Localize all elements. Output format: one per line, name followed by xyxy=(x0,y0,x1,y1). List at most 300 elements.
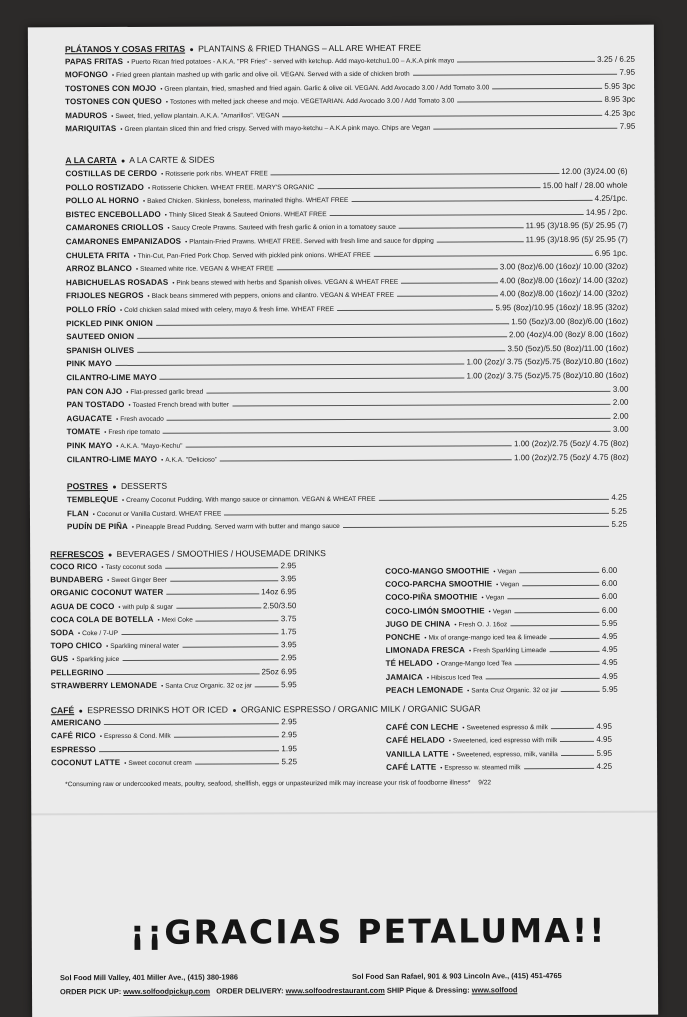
item-description: Sparkling juice xyxy=(76,656,120,664)
leader-line xyxy=(170,580,279,581)
section-header-refrescos xyxy=(50,548,326,559)
item-name: CAMARONES EMPANIZADOS xyxy=(65,236,182,247)
menu-item-row xyxy=(51,756,297,769)
menu-item-row xyxy=(66,302,628,316)
item-name: POLLO AL HORNO xyxy=(65,196,140,206)
bullet-icon: ● xyxy=(112,483,117,492)
item-description: Espresso w. steamed milk xyxy=(444,764,521,772)
item-price: 1.75 xyxy=(280,627,297,637)
item-name: AMERICANO xyxy=(50,718,102,728)
item-description: Toasted French bread with butter xyxy=(132,401,230,410)
section-title: PLÁTANOS Y COSAS FRITAS xyxy=(64,43,186,55)
leader-line xyxy=(104,723,279,725)
item-description: Thinly Sliced Steak & Sauteed Onions. WHEAT FREE xyxy=(168,210,327,219)
item-name: PELLEGRINO xyxy=(50,667,104,677)
menu-item-row xyxy=(51,743,297,756)
item-price: 5.95 xyxy=(602,684,618,694)
leader-line xyxy=(122,660,279,662)
item-description: Vegan xyxy=(492,607,512,615)
leader-line xyxy=(317,187,540,189)
leader-line xyxy=(519,572,599,573)
item-name: AGUA DE COCO xyxy=(50,601,115,611)
leader-line xyxy=(160,377,465,379)
menu-item-row xyxy=(386,721,612,734)
bullet-icon: • xyxy=(468,648,472,655)
bullet-icon: • xyxy=(124,761,127,768)
leader-line xyxy=(522,585,600,586)
bullet-icon: • xyxy=(161,457,164,464)
leader-line xyxy=(510,625,600,626)
leader-line xyxy=(378,499,609,501)
menu-item-row xyxy=(65,121,635,135)
item-name: COCO RICO xyxy=(50,562,98,572)
item-name: CHULETA FRITA xyxy=(65,250,130,260)
item-price: 4.00 (8oz)/8.00 (16oz)/ 14.00 (32oz) xyxy=(499,275,628,286)
leader-line xyxy=(561,755,595,756)
menu-item-row xyxy=(66,383,628,397)
item-price: 14.95 / 2pc. xyxy=(585,207,628,217)
item-name: CAMARONES CRIOLLOS xyxy=(65,223,164,233)
item-name: COCA COLA DE BOTELLA xyxy=(50,614,154,625)
leader-line xyxy=(277,269,498,271)
section-header-platanos xyxy=(65,43,421,55)
leader-line xyxy=(255,686,279,687)
leader-line xyxy=(397,296,498,297)
leader-line xyxy=(195,763,280,764)
item-price: 11.95 (3)/18.95 (5)/ 25.95 (7) xyxy=(525,234,628,245)
leader-line xyxy=(165,567,279,568)
menu-item-row xyxy=(66,356,628,370)
item-price: 3.95 xyxy=(280,574,297,584)
item-price: 2.95 xyxy=(280,561,297,571)
item-name: PONCHE xyxy=(385,632,421,642)
item-description: Cold chicken salad mixed with celery, mayo & fresh lime. WHEAT FREE xyxy=(124,306,335,314)
menu-item-row xyxy=(51,666,297,679)
item-price: 5.95 xyxy=(596,748,613,758)
menu-item-row xyxy=(65,54,635,68)
footnote-text: *Consuming raw or undercooked meats, poultry, seafood, shellfish, eggs or unpasteurized milk may increase your risk of foodborne illness* xyxy=(65,779,471,789)
item-price: 7.95 xyxy=(619,68,636,78)
menu-item-row xyxy=(386,644,618,657)
menu-item-row xyxy=(66,234,628,248)
leader-line xyxy=(163,431,611,434)
item-name: STRAWBERRY LEMONADE xyxy=(50,680,158,691)
menu-item-row xyxy=(386,657,618,670)
item-description: Saucy Creole Prawns. Sauteed with fresh garlic & onion in a tomatoey sauce xyxy=(171,224,396,233)
item-name: TOPO CHICO xyxy=(50,641,103,651)
bullet-icon: • xyxy=(440,765,443,772)
item-description: Steamed white rice. VEGAN & WHEAT FREE xyxy=(140,265,274,274)
leader-line xyxy=(186,445,512,447)
delivery-link[interactable]: www.solfoodrestaurant.com xyxy=(285,985,385,996)
item-price: 4.95 xyxy=(602,658,618,668)
item-name: PICKLED PINK ONION xyxy=(66,318,153,328)
bullet-icon: • xyxy=(160,86,163,93)
address-mill-valley: Sol Food Mill Valley, 401 Miller Ave., (415) 380-1986 xyxy=(59,972,239,983)
leader-line xyxy=(282,114,602,116)
item-price: 7.95 xyxy=(619,121,636,131)
leader-line xyxy=(271,173,559,175)
item-name: LIMONADA FRESCA xyxy=(385,645,466,656)
item-name: MOFONGO xyxy=(65,70,108,80)
item-name: PEACH LEMONADE xyxy=(385,685,464,695)
menu-item-row xyxy=(385,565,617,578)
bullet-icon: • xyxy=(104,430,107,437)
item-description: Orange-Mango Iced Tea xyxy=(440,660,512,668)
item-price: 2.95 xyxy=(281,717,297,727)
item-price: 5.95 3pc xyxy=(604,81,636,91)
item-description: A.K.A. "Mayo-Kechu" xyxy=(120,442,183,450)
bullet-icon: • xyxy=(119,307,123,314)
item-description: Fresh avocado xyxy=(120,415,164,423)
section-subtitle: BEVERAGES / SMOOTHIES / HOUSEMADE DRINKS xyxy=(116,548,326,559)
menu-item-row xyxy=(50,573,296,586)
section-header-carta xyxy=(65,155,214,166)
item-price: 1.00 (2oz)/ 3.75 (5oz)/5.75 (8oz)/10.80 (16oz) xyxy=(466,357,629,367)
leader-line xyxy=(374,255,593,257)
menu-item-row xyxy=(50,600,296,613)
section-title: A LA CARTA xyxy=(65,154,117,166)
footnote-date: 9/22 xyxy=(478,779,492,787)
leader-line xyxy=(337,309,494,311)
item-description: Santa Cruz Organic. 32 oz jar xyxy=(471,686,559,695)
item-price: 4.95 xyxy=(596,735,612,745)
bullet-icon: • xyxy=(127,59,130,66)
item-price: 12.00 (3)/24.00 (6) xyxy=(561,166,628,177)
item-description: Fresh Sparkling Limeade xyxy=(473,647,547,655)
item-name: MARIQUITAS xyxy=(65,123,117,134)
item-price: 14oz 6.95 xyxy=(261,587,297,597)
item-name: FRIJOLES NEGROS xyxy=(65,291,144,301)
bullet-icon: • xyxy=(448,738,451,745)
item-price: 15.00 half / 28.00 whole xyxy=(542,180,628,190)
leader-line xyxy=(514,611,599,612)
bullet-icon: • xyxy=(493,569,496,576)
ship-label: SHIP Pique & Dressing: xyxy=(386,985,470,995)
leader-line xyxy=(166,594,259,595)
menu-item-row xyxy=(386,670,618,683)
item-name: ARROZ BLANCO xyxy=(65,264,133,274)
menu-item-row xyxy=(66,397,628,411)
menu-item-row xyxy=(65,107,635,121)
item-name: COCO-PIÑA SMOOTHIE xyxy=(385,592,478,603)
item-name: COCO-LIMÓN SMOOTHIE xyxy=(385,605,485,616)
leader-line xyxy=(156,323,509,326)
gracias-banner: ¡¡GRACIAS PETALUMA!! xyxy=(129,910,607,952)
item-price: 3.75 xyxy=(280,614,297,624)
pickup-link[interactable]: www.solfoodpickup.com xyxy=(123,986,211,996)
item-price: 6.95 1pc. xyxy=(594,248,628,258)
bullet-icon: • xyxy=(454,622,457,629)
item-price: 1.00 (2oz)/ 3.75 (5oz)/5.75 (8oz)/10.80 (16oz) xyxy=(466,370,629,381)
item-name: TÉ HELADO xyxy=(385,659,433,669)
item-name: COCO-MANGO SMOOTHIE xyxy=(385,566,490,576)
item-name: JAMAICA xyxy=(385,672,423,682)
bullet-icon: • xyxy=(172,280,175,287)
item-description: Rotisserie pork ribs. WHEAT FREE xyxy=(165,170,268,178)
item-name: HABICHUELAS ROSADAS xyxy=(65,277,169,288)
section-title: CAFÉ xyxy=(50,705,75,716)
item-description: Black beans simmered with peppers, onions and cilantro. VEGAN & WHEAT FREE xyxy=(151,292,395,301)
leader-line xyxy=(413,74,618,76)
item-description: Santa Cruz Organic. 32 oz jar xyxy=(165,682,253,690)
menu-item-row xyxy=(385,618,617,631)
item-description: Vegan xyxy=(485,594,505,602)
item-name: POLLO FRÍO xyxy=(66,304,116,315)
bullet-icon: • xyxy=(135,267,139,274)
item-price: 8.95 3pc xyxy=(604,94,636,105)
section-title: REFRESCOS xyxy=(50,549,104,560)
item-price: 4.95 xyxy=(596,721,612,731)
item-price: 6.00 xyxy=(601,578,618,589)
item-description: Hibiscus Iced Tea xyxy=(430,673,483,682)
bullet-icon: • xyxy=(424,635,427,642)
item-description: Sweet coconut cream xyxy=(128,759,192,768)
bullet-icon: • xyxy=(496,582,499,589)
leader-line xyxy=(433,128,617,130)
leader-line xyxy=(492,88,602,89)
leader-line xyxy=(457,101,602,103)
bullet-icon: • xyxy=(426,675,429,682)
item-price: 2.00 xyxy=(612,397,629,408)
item-price: 2.00 xyxy=(612,411,629,421)
item-description: Sweet, fried, yellow plantain. A.K.A. "Amarillos". VEGAN xyxy=(115,111,280,120)
section-subtitle-2: ORGANIC ESPRESSO / ORGANIC MILK / ORGANIC SUGAR xyxy=(240,703,481,715)
bullet-icon: • xyxy=(161,683,164,690)
item-description: Espresso & Cond. Milk xyxy=(103,733,171,741)
item-description: Rotisserie Chicken. WHEAT FREE. MARY'S ORGANIC xyxy=(152,183,315,192)
item-description: Plantain-Fried Prawns. WHEAT FREE. Served with fresh lime and sauce for dipping xyxy=(189,237,434,246)
menu-item-row xyxy=(51,679,297,692)
item-name: SAUTEED ONION xyxy=(66,332,135,342)
menu-item-row xyxy=(385,631,617,644)
item-description: Puerto Rican fried potatoes - A.K.A. "PR Fries" - served with ketchup. Add mayo-ketchu1.00 – A.K.A pink mayo xyxy=(131,57,455,66)
item-description: Sparkling mineral water xyxy=(110,642,180,651)
item-price: 5.25 xyxy=(611,506,627,516)
item-description: Sweetened espresso & milk xyxy=(466,724,548,732)
item-name: CAFÉ HELADO xyxy=(385,735,445,746)
menu-item-row xyxy=(66,247,628,261)
menu-item-row xyxy=(386,761,612,774)
menu-item-row xyxy=(51,653,297,666)
item-description: Fresh ripe tomato xyxy=(108,429,161,437)
footnote xyxy=(65,779,491,788)
item-name: POLLO ROSTIZADO xyxy=(65,182,144,192)
item-price: 5.95 (8oz)/10.95 (16oz)/ 18.95 (32oz) xyxy=(495,302,629,313)
menu-sheet xyxy=(28,25,658,1017)
leader-line xyxy=(220,459,512,461)
item-description: Pineapple Bread Pudding. Served warm with butter and mango sauce xyxy=(135,523,340,532)
item-name: VANILLA LATTE xyxy=(385,749,449,759)
menu-item-row xyxy=(66,207,628,221)
leader-line xyxy=(437,241,524,242)
leader-line xyxy=(343,526,610,528)
bullet-icon: • xyxy=(488,608,491,615)
item-description: Green plantain, fried, smashed and fried again. Garlic & olive oil. VEGAN. Add Avocado 3.00 / Add Tomato 3.00 xyxy=(164,84,490,93)
item-price: 2.50/3.50 xyxy=(262,600,297,610)
menu-item-row xyxy=(66,329,628,343)
item-name: TOMATE xyxy=(66,427,101,437)
menu-item-row xyxy=(386,734,612,747)
menu-item-row xyxy=(66,288,628,302)
bullet-icon: • xyxy=(128,403,131,410)
item-name: ESPRESSO xyxy=(50,744,96,755)
leader-line xyxy=(196,620,279,621)
leader-line xyxy=(224,512,609,515)
bullet-icon: • xyxy=(107,578,110,585)
bullet-icon: • xyxy=(72,657,75,664)
leader-line xyxy=(507,598,599,599)
leader-line xyxy=(515,664,600,665)
item-name: PAN CON AJO xyxy=(66,386,123,396)
menu-item-row xyxy=(66,315,628,329)
item-price: 4.25 xyxy=(611,492,627,502)
menu-item-row xyxy=(65,94,635,108)
address-san-rafael: Sol Food San Rafael, 901 & 903 Lincoln Ave., (415) 451-4765 xyxy=(351,971,562,981)
leader-line xyxy=(561,691,600,692)
bullet-icon: • xyxy=(167,226,170,233)
section-header-cafe xyxy=(51,703,481,715)
leader-line xyxy=(115,364,465,367)
item-description: Tasty coconut soda xyxy=(105,563,162,572)
menu-item-row xyxy=(51,716,297,729)
item-price: 4.25 3pc xyxy=(604,108,636,118)
menu-item-row xyxy=(50,560,296,573)
item-price: 6.00 xyxy=(601,592,618,602)
leader-line xyxy=(550,638,600,639)
bullet-icon: • xyxy=(147,185,151,192)
item-description: Pink beans stewed with herbs and Spanish olives. VEGAN & WHEAT FREE xyxy=(176,278,399,287)
leader-line xyxy=(137,336,507,339)
bullet-icon: • xyxy=(101,565,104,572)
menu-item-row xyxy=(50,626,296,639)
leader-line xyxy=(167,418,611,421)
item-price: 3.25 / 6.25 xyxy=(597,54,636,64)
item-price: 6.00 xyxy=(601,565,618,575)
menu-item-row xyxy=(66,193,628,207)
item-description: Coke / 7-UP xyxy=(82,629,119,638)
menu-item-row xyxy=(67,492,627,506)
bullet-icon: • xyxy=(142,199,146,206)
leader-line xyxy=(560,741,594,742)
bullet-icon: • xyxy=(133,253,136,260)
bullet-icon: • xyxy=(126,389,129,396)
item-name: COSTILLAS DE CERDO xyxy=(65,168,158,179)
bullet-icon: • xyxy=(131,525,135,532)
bullet-icon: • xyxy=(185,239,188,246)
item-description: Mix of orange-mango iced tea & limeade xyxy=(428,634,547,642)
menu-item-row xyxy=(65,81,635,95)
item-description: Fresh O. J. 16oz xyxy=(458,621,508,629)
ship-link[interactable]: www.solfood xyxy=(471,985,518,995)
item-price: 1.00 (2oz)/2.75 (5oz)/ 4.75 (8oz) xyxy=(513,452,629,462)
item-price: 3.00 xyxy=(612,384,629,394)
item-description: A.K.A. "Delicioso" xyxy=(165,456,218,464)
item-name: CAFÉ CON LECHE xyxy=(385,722,459,732)
pickup-label: ORDER PICK UP: xyxy=(60,986,122,997)
item-price: 4.95 xyxy=(601,631,618,641)
section-subtitle: A LA CARTE & SIDES xyxy=(129,154,215,165)
menu-item-row xyxy=(67,438,629,452)
item-description: Tostones with melted jack cheese and mojo. VEGETARIAN. Add Avocado 3.00 / Add Tomato 3.00 xyxy=(169,97,455,106)
bullet-icon: • xyxy=(157,617,160,624)
bullet-icon: • xyxy=(116,443,119,450)
bullet-icon: • xyxy=(92,511,95,518)
item-description: Fried green plantain mashed up with garlic and olive oil. VEGAN. Served with a side of chicken broth xyxy=(116,71,410,80)
menu-item-row xyxy=(385,604,617,617)
item-description: Creamy Coconut Pudding. With mango sauce or cinnamon. VEGAN & WHEAT FREE xyxy=(126,495,376,504)
item-name: PAN TOSTADO xyxy=(66,400,125,410)
item-price: 3.00 (8oz)/6.00 (16oz)/ 10.00 (32oz) xyxy=(499,261,628,272)
leader-line xyxy=(121,633,279,635)
leader-line xyxy=(174,737,280,738)
menu-item-row xyxy=(65,67,635,81)
item-price: 5.95 xyxy=(281,680,297,690)
bullet-icon: • xyxy=(161,171,164,178)
leader-line xyxy=(232,404,611,407)
menu-item-row xyxy=(66,220,628,234)
menu-item-row xyxy=(386,748,612,761)
item-price: 5.25 xyxy=(281,757,298,767)
item-name: SPANISH OLIVES xyxy=(66,345,135,356)
leader-line xyxy=(551,728,594,729)
leader-line xyxy=(399,228,524,230)
bullet-icon: • xyxy=(77,631,81,638)
item-name: CILANTRO-LIME MAYO xyxy=(66,372,157,383)
section-subtitle: ESPRESSO DRINKS HOT OR ICED xyxy=(87,704,228,716)
leader-line xyxy=(107,673,260,675)
item-name: BISTEC ENCEBOLLADO xyxy=(65,209,161,220)
leader-line xyxy=(99,750,280,752)
menu-item-row xyxy=(67,451,629,465)
item-price: 2.95 xyxy=(281,653,297,663)
item-price: 4.25 xyxy=(596,762,613,772)
menu-item-row xyxy=(65,166,627,180)
bullet-icon: • xyxy=(165,99,168,106)
bullet-icon: • xyxy=(452,752,455,759)
leader-line xyxy=(524,768,595,769)
menu-item-row xyxy=(50,587,296,600)
item-description: Coconut or Vanilla Custard. WHEAT FREE xyxy=(96,510,222,518)
item-description: with pulp & sugar xyxy=(122,603,174,611)
bullet-icon: ● xyxy=(189,46,194,54)
bullet-icon: • xyxy=(106,644,109,651)
menu-item-row xyxy=(51,730,297,743)
item-price: 2.00 (4oz)/4.00 (8oz)/ 8.00 (16oz) xyxy=(508,329,629,340)
menu-item-row xyxy=(66,343,628,357)
item-name: PAPAS FRITAS xyxy=(64,56,124,67)
item-name: GUS xyxy=(50,654,69,664)
item-name: CAFÉ RICO xyxy=(50,731,96,741)
menu-item-row xyxy=(67,424,629,438)
item-price: 4.00 (8oz)/8.00 (16oz)/ 14.00 (32oz) xyxy=(499,289,629,299)
leader-line xyxy=(549,651,600,652)
item-name: TOSTONES CON MOJO xyxy=(65,83,157,94)
bullet-icon: • xyxy=(164,212,167,219)
item-name: AGUACATE xyxy=(66,413,113,424)
bullet-icon: • xyxy=(111,73,115,80)
menu-item-row xyxy=(66,179,628,193)
bullet-icon: • xyxy=(462,725,465,732)
item-price: 6.00 xyxy=(601,605,618,615)
bullet-icon: • xyxy=(111,113,114,120)
item-price: 1.95 xyxy=(281,743,298,754)
menu-item-row xyxy=(67,505,627,519)
leader-line xyxy=(330,214,584,216)
leader-line xyxy=(182,646,279,647)
item-name: CAFÉ LATTE xyxy=(386,762,437,773)
item-description: Mexi Coke xyxy=(161,616,193,624)
